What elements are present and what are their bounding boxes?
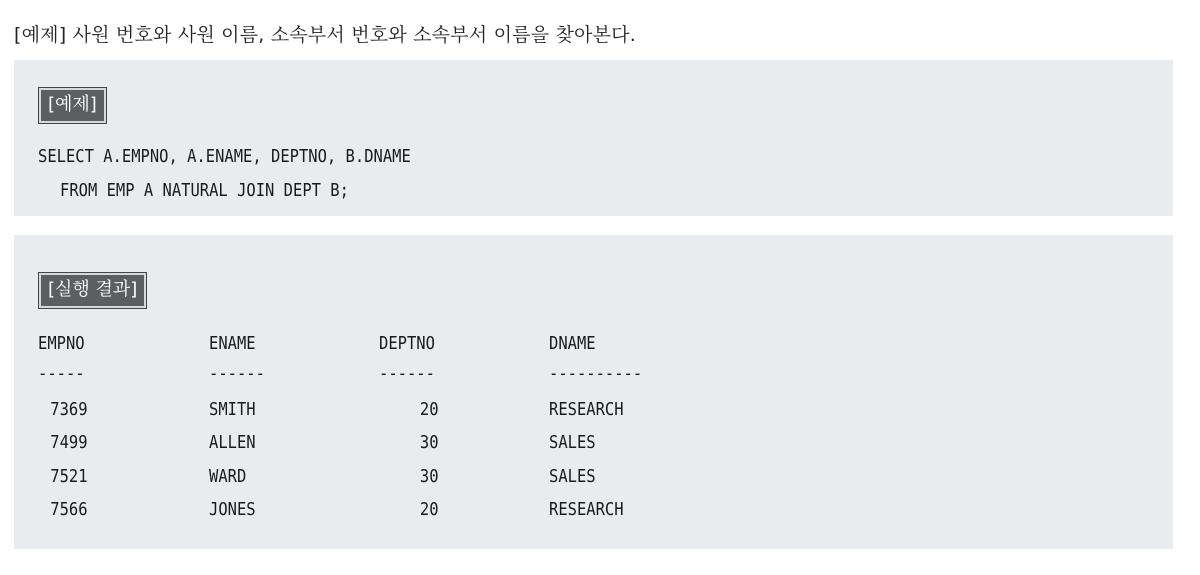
result-panel (14, 235, 1173, 549)
example-tag: [예제] (39, 88, 106, 123)
column-separator: ------ (209, 363, 265, 384)
cell-empno: 7499 (50, 432, 88, 453)
cell-deptno: 20 (419, 399, 439, 420)
cell-empno: 7521 (50, 466, 88, 487)
column-header: EMPNO (38, 333, 85, 354)
cell-dname: RESEARCH (549, 399, 624, 420)
cell-dname: SALES (549, 432, 596, 453)
example-panel (14, 60, 1173, 216)
cell-ename: JONES (209, 499, 256, 520)
cell-empno: 7369 (50, 399, 88, 420)
column-header: ENAME (209, 333, 256, 354)
column-separator: ----- (38, 363, 85, 384)
cell-dname: SALES (549, 466, 596, 487)
cell-empno: 7566 (50, 499, 88, 520)
question-text: [예제] 사원 번호와 사원 이름, 소속부서 번호와 소속부서 이름을 찾아본다. (14, 24, 636, 46)
cell-ename: WARD (209, 466, 247, 487)
cell-deptno: 20 (419, 499, 439, 520)
column-header: DNAME (549, 333, 596, 354)
column-separator: ---------- (549, 363, 643, 384)
cell-ename: ALLEN (209, 432, 256, 453)
cell-deptno: 30 (419, 432, 439, 453)
column-header: DEPTNO (379, 333, 435, 354)
cell-deptno: 30 (419, 466, 439, 487)
sql-line: FROM EMP A NATURAL JOIN DEPT B; (60, 180, 349, 201)
column-separator: ------ (379, 363, 435, 384)
cell-dname: RESEARCH (549, 499, 624, 520)
cell-ename: SMITH (209, 399, 256, 420)
sql-line: SELECT A.EMPNO, A.ENAME, DEPTNO, B.DNAME (38, 146, 411, 167)
result-tag: [실행 결과] (39, 273, 146, 308)
